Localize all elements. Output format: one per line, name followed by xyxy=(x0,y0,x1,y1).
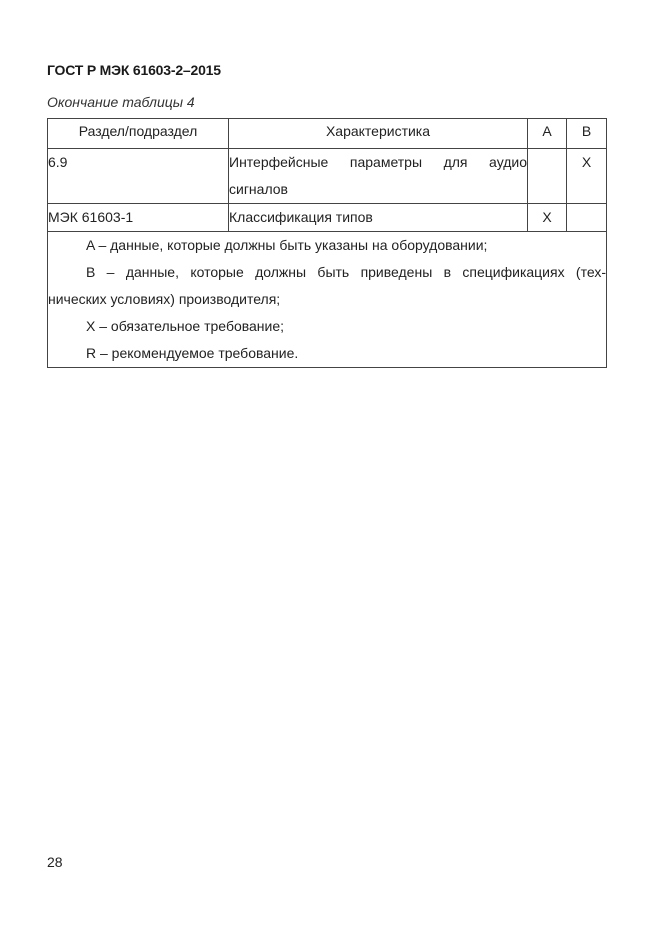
cell-characteristic xyxy=(229,204,528,232)
characteristic-line: Классификация типов xyxy=(229,209,373,225)
column-header-b: B xyxy=(567,119,607,149)
table-notes-row xyxy=(48,232,607,368)
page-number: 28 xyxy=(47,854,63,870)
note-b-line1: B – данные, которые должны быть приведены в спецификациях (тех- xyxy=(86,264,606,280)
cell-mark-a: X xyxy=(528,204,567,232)
cell-characteristic xyxy=(229,149,528,204)
table-caption: Окончание таблицы 4 xyxy=(47,94,195,110)
column-header-characteristic: Характеристика xyxy=(229,119,528,149)
cell-mark-b: X xyxy=(567,149,607,204)
characteristic-line: Интерфейсные параметры для аудио xyxy=(229,154,527,170)
document-standard-title: ГОСТ Р МЭК 61603-2–2015 xyxy=(47,62,221,78)
characteristics-table xyxy=(47,118,607,368)
cell-mark-b xyxy=(567,204,607,232)
column-header-a: A xyxy=(528,119,567,149)
table-notes xyxy=(48,232,607,368)
cell-section: МЭК 61603-1 xyxy=(48,204,229,232)
cell-section: 6.9 xyxy=(48,149,229,204)
note-x: X – обязательное требование; xyxy=(86,318,285,334)
table-row xyxy=(48,204,607,232)
note-a: A – данные, которые должны быть указаны на оборудовании; xyxy=(86,237,488,253)
table-row xyxy=(48,149,607,204)
column-header-section: Раздел/подраздел xyxy=(48,119,229,149)
note-r: R – рекомендуемое требование. xyxy=(86,345,299,361)
characteristic-line: сигналов xyxy=(229,181,288,197)
cell-mark-a xyxy=(528,149,567,204)
note-b-line2: нических условиях) производителя; xyxy=(48,291,281,307)
table-header-row xyxy=(48,119,607,149)
